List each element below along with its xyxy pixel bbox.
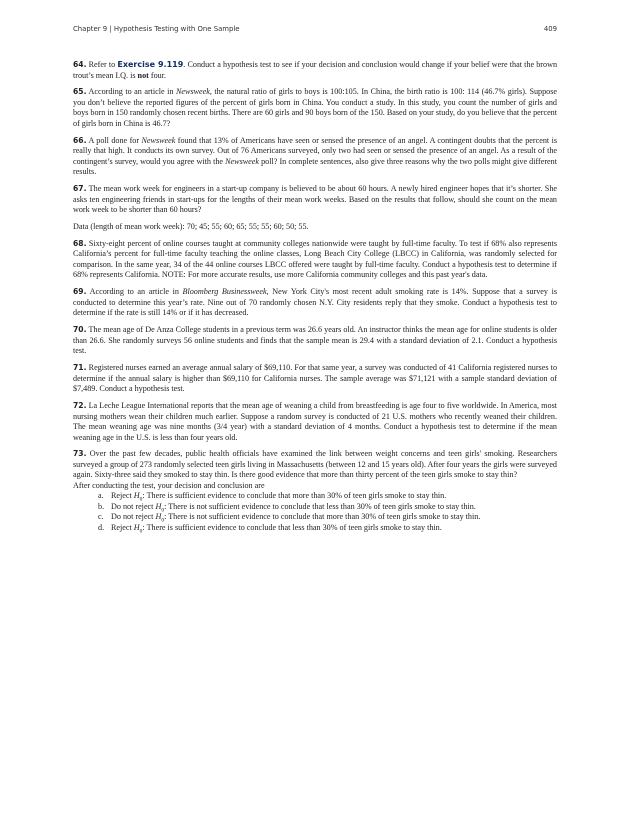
exercise-66: [73, 136, 557, 178]
answer-choice: [73, 512, 557, 523]
page-number: 409: [543, 25, 557, 33]
body-text: The mean age of De Anza College students in a previous term was 26.6 years old. An instructor thinks the mean age for online students is older than 26.6. She randomly surveys 56 online students and finds that the sample mean is 29.4 with a standard deviation of 2.1. Conduct a hypothesis test.: [73, 325, 558, 356]
h-symbol: H: [133, 522, 140, 532]
choice-label: c.: [98, 512, 104, 522]
exercise-link[interactable]: Exercise 9.119: [117, 60, 184, 69]
body-text: poll? In complete sentences, also give three reasons why the two polls might give different results.: [73, 156, 557, 177]
h-subscript: 0: [161, 518, 165, 525]
exercise-73: [73, 449, 557, 481]
data-line: Data (length of mean work week): 70; 45; 55; 60; 65; 55; 55; 60; 50; 55.: [73, 222, 309, 232]
exercise-67: [73, 184, 557, 216]
bold-text: not: [137, 70, 149, 80]
body-text: , the natural ratio of girls to boys is 100:105. In China, the birth ratio is 100: 114 (46.7% girls). Suppose you don’t believe the reported figures of the percent of girls born in China. You conduct a study. In this study, you count the number of girls and boys born in 150 randomly chosen recent births. There are 60 girls and 90 boys born of the 150. Based on your study, do you believe that the percent of girls born in China is 46.7?: [73, 87, 557, 128]
h-symbol: H: [155, 501, 162, 511]
answer-choice: [73, 491, 557, 502]
exercise-number: 67.: [73, 184, 87, 194]
exercise-68: [73, 239, 557, 281]
chapter-title: Chapter 9 | Hypothesis Testing with One Sample: [73, 25, 240, 33]
exercise-list: [73, 60, 557, 533]
body-text: According to an article in: [88, 87, 176, 97]
answer-choice: [73, 502, 557, 513]
body-text: Registered nurses earned an average annual salary of $69,110. For that same year, a survey was conducted of 41 California registered nurses to determine if the annual salary is higher than $69,110 for California nurses. The sample average was $71,121 with a sample standard deviation of $7,489. Conduct a hypothesis test.: [73, 363, 558, 394]
choice-text: : There is not sufficient evidence to conclude that more than 30% of teen girls smoke to stay thin.: [164, 512, 481, 522]
h-subscript: 0: [139, 528, 143, 535]
exercise-number: 73.: [73, 449, 87, 459]
exercise-number: 64.: [73, 60, 87, 69]
h-subscript: 0: [139, 497, 143, 504]
exercise-72: [73, 401, 557, 443]
answer-choices: [73, 491, 557, 533]
h-symbol: H: [155, 512, 162, 522]
choice-label: b.: [98, 501, 105, 511]
body-text: Sixty-eight percent of online courses taught at community colleges nationwide were taught by full-time faculty. To test if 68% also represents California’s percent for full-time faculty teaching the online classes, Long Beach City College (LBCC) in California, was randomly selected for comparison. In the same year, 34 of the 44 online courses LBCC offered were taught by full-time faculty. Conduct a hypothesis test to determine if 68% represents California. NOTE: For more accurate results, use more California community colleges and this past year's data.: [73, 238, 557, 280]
body-text: found that 13% of Americans have seen or sensed the presence of an angel. A contingent doubts that the percent is really that high. It conducts its own survey. Out of 76 Americans surveyed, only two had seen or sensed the presence of an angel. As a result of the contingent’s survey, would you agree with the: [73, 135, 557, 166]
body-text: The mean work week for engineers in a start-up company is believed to be about 60 hours. A newly hired engineer hopes that it’s shorter. She asks ten engineering friends in start-ups for the lengths of their mean work weeks. Based on the results that follow, should she count on the mean work week to be shorter than 60 hours?: [73, 184, 557, 215]
exercise-number: 70.: [73, 325, 87, 335]
exercise-64: [73, 60, 557, 81]
italic-text: Newsweek: [141, 135, 176, 145]
choice-verb: Reject: [111, 522, 134, 532]
exercise-71: [73, 363, 557, 395]
exercise-65: [73, 87, 557, 129]
choice-text: : There is not sufficient evidence to conclude that less than 30% of teen girls smoke to stay thin.: [164, 501, 476, 511]
body-text: La Leche League International reports that the mean age of weaning a child from breastfeeding is age four to five worldwide. In America, most nursing mothers wean their children much earlier. Suppose a random survey is conducted of 21 U.S. mothers who recently weaned their children. The mean weaning age was nine months (3/4 year) with a standard deviation of 4 months. Conduct a hypothesis test to determine if the mean weaning age in the U.S. is less than four years old.: [73, 401, 557, 442]
body-text: . Conduct a hypothesis test to see if your decision and conclusion would change if your belief were that the brown trout’s mean I.Q. is: [73, 60, 558, 80]
body-text: , New York City's most recent adult smoking rate is 14%. Suppose that a survey is conducted to determine this year’s rate. Nine out of 70 randomly chosen N.Y. City residents reply that they smoke. Conduct a hypothesis test to determine if the rate is still 14% or if it has decreased.: [73, 287, 557, 318]
exercise-number: 72.: [73, 401, 87, 411]
exercise-number: 66.: [73, 135, 87, 145]
instruction-text: After conducting the test, your decision and conclusion are: [73, 480, 265, 490]
exercise-number: 71.: [73, 363, 87, 373]
choice-verb: Do not reject: [111, 501, 156, 511]
italic-text: Bloomberg Businessweek: [182, 287, 267, 297]
choice-verb: Do not reject: [111, 512, 156, 522]
exercise-number: 65.: [73, 87, 87, 97]
exercise-69: [73, 287, 557, 319]
choice-verb: Reject: [111, 491, 134, 501]
body-text: four.: [148, 70, 166, 80]
choice-text: : There is sufficient evidence to conclude that more than 30% of teen girls smoke to stay thin.: [142, 491, 447, 501]
exercise-70: [73, 325, 557, 357]
exercise-number: 68.: [73, 238, 87, 248]
body-text: A poll done for: [88, 135, 142, 145]
choice-label: d.: [98, 522, 105, 532]
italic-text: Newsweek: [225, 156, 259, 166]
exercise-number: 69.: [73, 287, 87, 297]
choice-label: a.: [98, 491, 104, 501]
running-header: [73, 25, 557, 33]
h-subscript: 0: [161, 507, 165, 514]
body-text: Refer to: [88, 60, 118, 69]
italic-text: Newsweek: [176, 87, 210, 97]
answer-choice: [73, 523, 557, 534]
choice-text: : There is sufficient evidence to conclude that less than 30% of teen girls smoke to stay thin.: [142, 522, 442, 532]
h-symbol: H: [133, 491, 140, 501]
body-text: Over the past few decades, public health officials have examined the link between weight concerns and teen girls' smoking. Researchers surveyed a group of 273 randomly selected teen girls living in Massachusetts (between 12 and 15 years old). After four years the girls were surveyed again. Sixty-three said they smoked to stay thin. Is there good evidence that more than thirty percent of the teen girls smoke to stay thin?: [73, 449, 557, 480]
body-text: According to an article in: [89, 287, 183, 297]
